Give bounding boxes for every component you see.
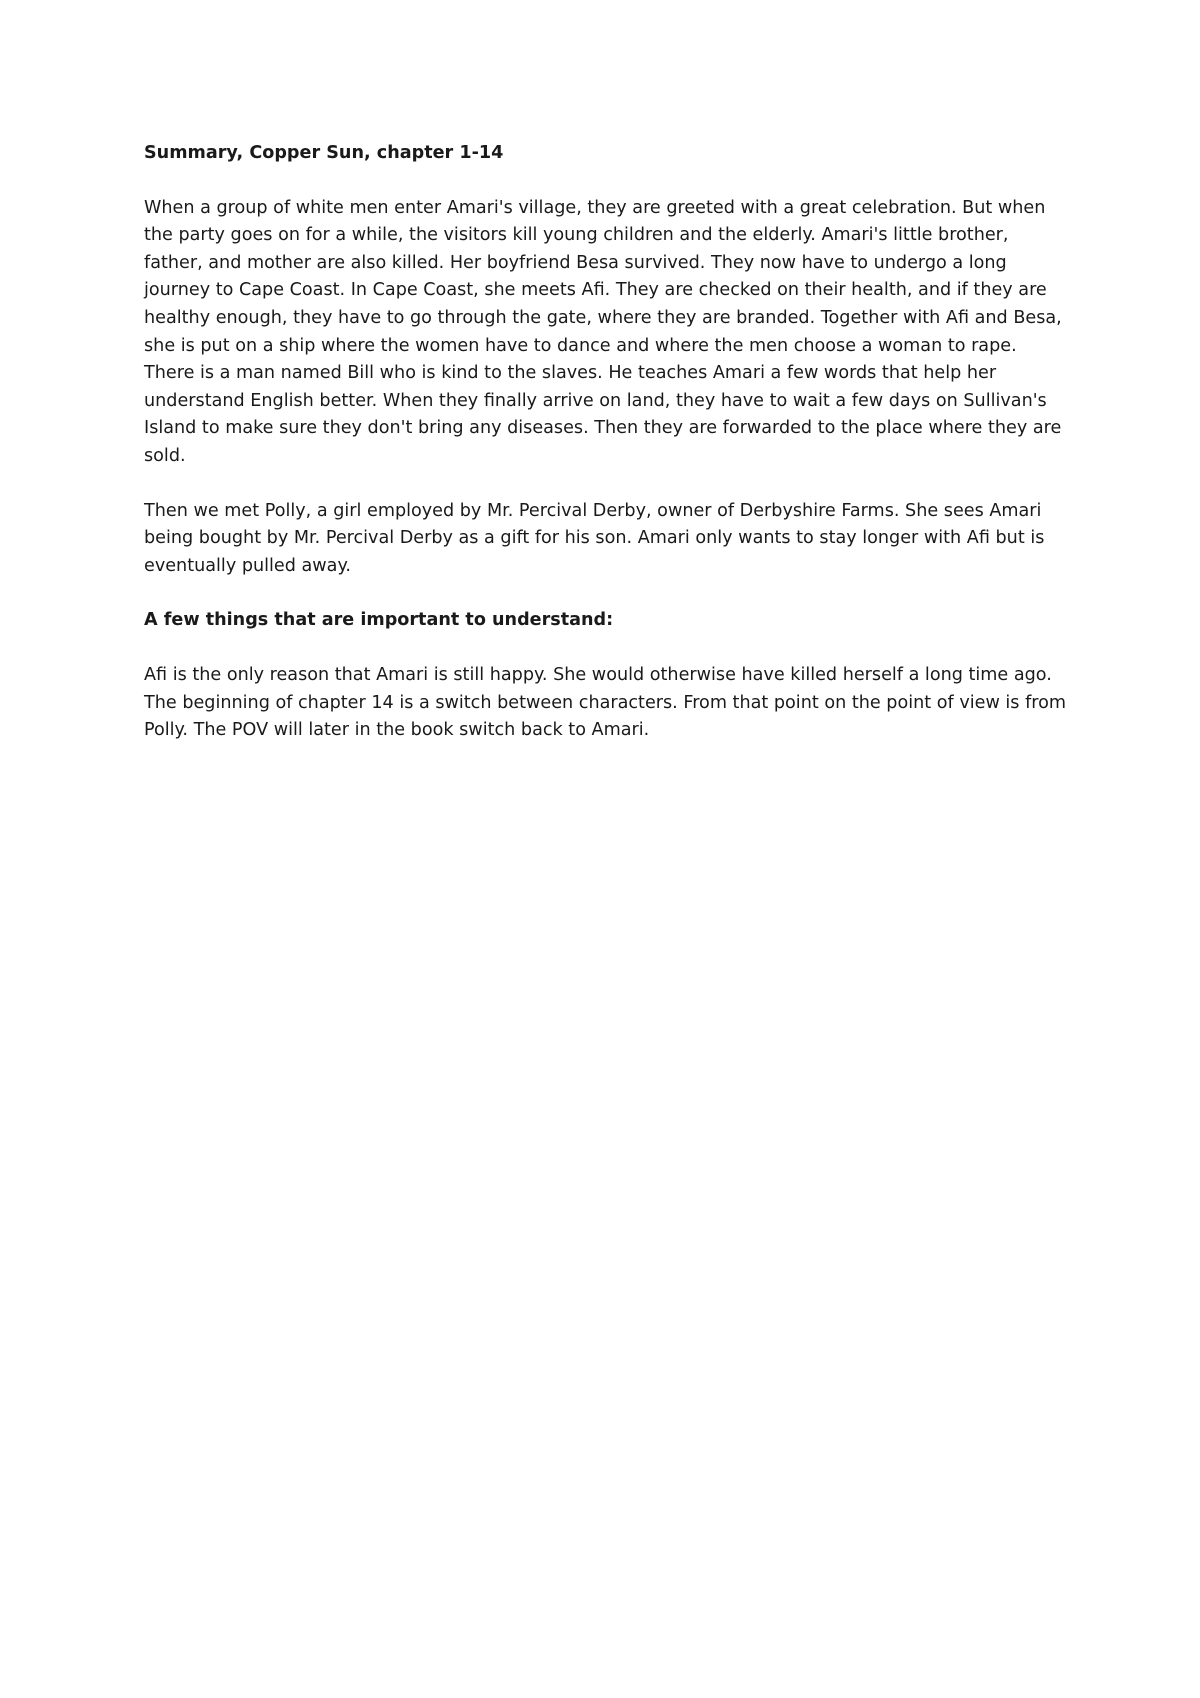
document-body — [144, 140, 1066, 745]
summary-paragraph-2: Then we met Polly, a girl employed by Mr. Percival Derby, owner of Derbyshire Farms. She sees Amari being bought by Mr. Percival Derby as a gift for his son. Amari only wants to stay longer with Afi but is eventually pulled away. — [144, 500, 1045, 576]
document-title: Summary, Copper Sun, chapter 1-14 — [144, 143, 504, 163]
important-point-2: The beginning of chapter 14 is a switch between characters. From that point on the point of view is from Polly. The POV will later in the book switch back to Amari. — [144, 692, 1067, 741]
important-points-heading: A few things that are important to understand: — [144, 610, 614, 631]
important-point-1: Afi is the only reason that Amari is still happy. She would otherwise have killed herself a long time ago. — [144, 664, 1052, 685]
summary-paragraph-1: When a group of white men enter Amari's village, they are greeted with a great celebration. But when the party goes on for a while, the visitors kill young children and the elderly. Amari's little brother, father, and mother are also killed. Her boyfriend Besa survived. They now have to undergo a long journey to Cape Coast. In Cape Coast, she meets Afi. They are checked on their health, and if they are healthy enough, they have to go through the gate, where they are branded. Together with Afi and Besa, she is put on a ship where the women have to dance and where the men choose a woman to rape. There is a man named Bill who is kind to the slaves. He teaches Amari a few words that help her understand English better. When they finally arrive on land, they have to wait a few days on Sullivan's Island to make sure they don't bring any diseases. Then they are forwarded to the place where they are sold. — [144, 197, 1062, 466]
